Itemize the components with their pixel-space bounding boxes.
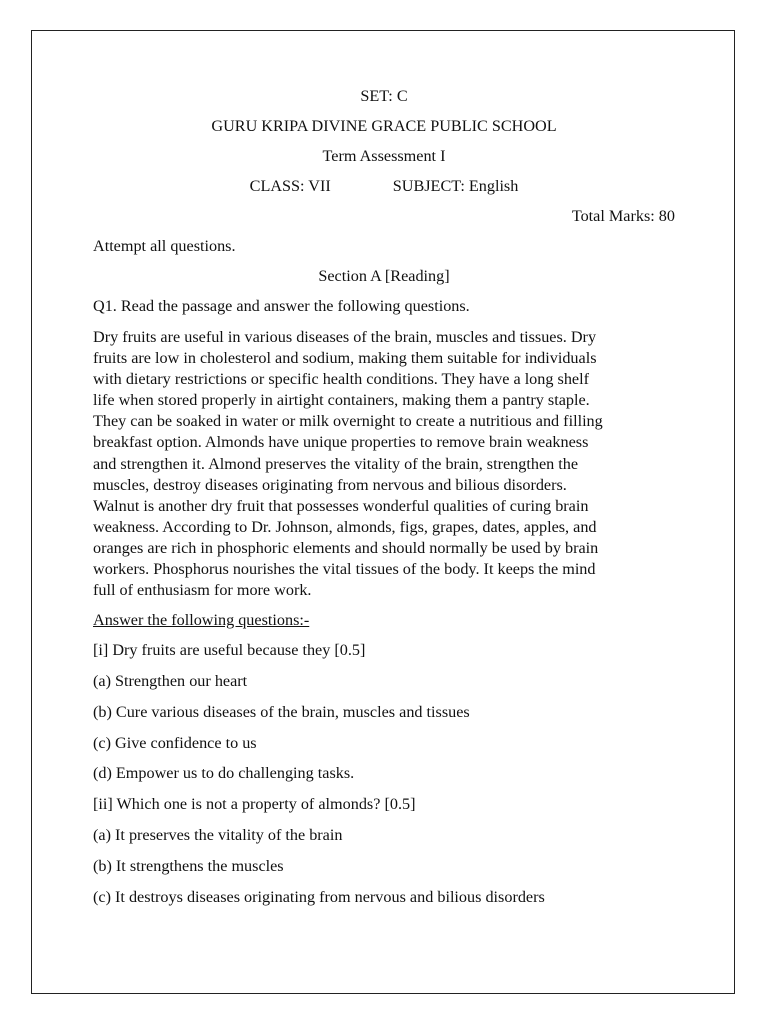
- subject-label: SUBJECT: English: [392, 177, 519, 195]
- document-body: [93, 86, 675, 908]
- question-1-prompt: Q1. Read the passage and answer the following questions.: [93, 297, 470, 315]
- term-title: Term Assessment I: [322, 147, 446, 165]
- option-ii-b: (b) It strengthens the muscles: [93, 856, 284, 875]
- question-ii: [ii] Which one is not a property of almonds? [0.5]: [93, 795, 416, 814]
- option-i-d: (d) Empower us to do challenging tasks.: [93, 764, 355, 783]
- set-label: SET: C: [360, 87, 408, 105]
- school-name: GURU KRIPA DIVINE GRACE PUBLIC SCHOOL: [211, 117, 557, 135]
- reading-passage: Dry fruits are useful in various diseases of the brain, muscles and tissues. Dry fruits are low in cholesterol and sodium, making them suitable for individuals with dietary restrictions or specific health conditions. They have a long shelf life when stored properly in airtight containers, making them a pantry staple. They can be soaked in water or milk overnight to create a nutritious and filling breakfast option. Almonds have unique properties to remove brain weakness and strengthen it. Almond preserves the vitality of the brain, strengthen the muscles, destroy diseases originating from nervous and bilious disorders. Walnut is another dry fruit that possesses wonderful qualities of curing brain weakness. According to Dr. Johnson, almonds, figs, grapes, dates, apples, and oranges are rich in phosphoric elements and should normally be used by brain workers. Phosphorus nourishes the vital tissues of the body. It keeps the mind full of enthusiasm for more work.: [93, 328, 603, 600]
- answer-heading: Answer the following questions:-: [93, 611, 310, 630]
- class-label: CLASS: VII: [249, 177, 331, 195]
- question-i: [i] Dry fruits are useful because they [0.5]: [93, 641, 366, 660]
- class-subject-line: [93, 176, 675, 197]
- option-ii-a: (a) It preserves the vitality of the brain: [93, 826, 343, 844]
- option-ii-c: (c) It destroys diseases originating from nervous and bilious disorders: [93, 887, 545, 906]
- instruction: Attempt all questions.: [93, 237, 236, 255]
- section-title: Section A [Reading]: [318, 267, 450, 285]
- option-i-a: (a) Strengthen our heart: [93, 672, 248, 691]
- option-i-b: (b) Cure various diseases of the brain, muscles and tissues: [93, 702, 470, 721]
- total-marks: Total Marks: 80: [571, 207, 675, 225]
- option-i-c: (c) Give confidence to us: [93, 733, 257, 752]
